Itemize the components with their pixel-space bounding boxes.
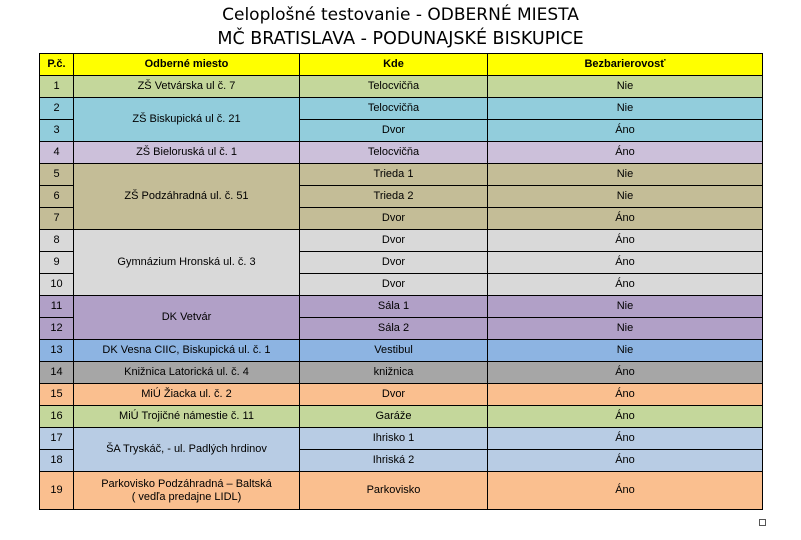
accessibility: Áno	[488, 120, 763, 142]
table-row	[40, 384, 763, 406]
accessibility: Nie	[488, 98, 763, 120]
table-row	[40, 362, 763, 384]
accessibility: Áno	[488, 428, 763, 450]
selection-handle	[759, 519, 766, 526]
site-name: ZŠ Vetvárska ul č. 7	[74, 76, 300, 98]
site-location: Parkovisko	[300, 472, 488, 510]
site-location: Telocvičňa	[300, 142, 488, 164]
accessibility: Nie	[488, 164, 763, 186]
accessibility: Áno	[488, 252, 763, 274]
page-subtitle: MČ BRATISLAVA - PODUNAJSKÉ BISKUPICE	[217, 29, 584, 49]
table-row	[40, 98, 763, 120]
header-pc: P.č.	[40, 54, 74, 76]
site-location: Dvor	[300, 274, 488, 296]
site-location: Telocvičňa	[300, 76, 488, 98]
row-number: 3	[40, 120, 74, 142]
row-number: 11	[40, 296, 74, 318]
site-location: Trieda 2	[300, 186, 488, 208]
site-location: Dvor	[300, 384, 488, 406]
table-row	[40, 76, 763, 98]
page-title: Celoplošné testovanie - ODBERNÉ MIESTA	[222, 5, 579, 25]
accessibility: Áno	[488, 406, 763, 428]
table-row	[40, 230, 763, 252]
site-location: Sála 1	[300, 296, 488, 318]
accessibility: Áno	[488, 142, 763, 164]
table-row	[40, 340, 763, 362]
accessibility: Áno	[488, 450, 763, 472]
row-number: 17	[40, 428, 74, 450]
site-location: Garáže	[300, 406, 488, 428]
row-number: 2	[40, 98, 74, 120]
accessibility: Áno	[488, 384, 763, 406]
table-row	[40, 142, 763, 164]
table-row	[40, 428, 763, 450]
row-number: 1	[40, 76, 74, 98]
site-location: Dvor	[300, 120, 488, 142]
table-row	[40, 296, 763, 318]
accessibility: Áno	[488, 362, 763, 384]
accessibility: Nie	[488, 340, 763, 362]
row-number: 5	[40, 164, 74, 186]
accessibility: Áno	[488, 208, 763, 230]
site-name: ŠA Tryskáč, - ul. Padlých hrdinov	[74, 428, 300, 472]
row-number: 8	[40, 230, 74, 252]
table-header-row	[40, 54, 763, 76]
row-number: 10	[40, 274, 74, 296]
accessibility: Nie	[488, 76, 763, 98]
table-row	[40, 472, 763, 510]
row-number: 4	[40, 142, 74, 164]
site-location: Ihriská 2	[300, 450, 488, 472]
row-number: 19	[40, 472, 74, 510]
header-odberne-miesto: Odberné miesto	[74, 54, 300, 76]
site-location: Ihrisko 1	[300, 428, 488, 450]
site-name-line1: Parkovisko Podzáhradná – Baltská	[101, 477, 272, 490]
site-location: Vestibul	[300, 340, 488, 362]
table-row	[40, 406, 763, 428]
header-bezbarierovost: Bezbarierovosť	[488, 54, 763, 76]
row-number: 15	[40, 384, 74, 406]
site-location: knižnica	[300, 362, 488, 384]
accessibility: Nie	[488, 186, 763, 208]
site-location: Dvor	[300, 230, 488, 252]
accessibility: Nie	[488, 318, 763, 340]
site-name: DK Vetvár	[74, 296, 300, 340]
row-number: 12	[40, 318, 74, 340]
site-name: Gymnázium Hronská ul. č. 3	[74, 230, 300, 296]
row-number: 16	[40, 406, 74, 428]
accessibility: Áno	[488, 274, 763, 296]
header-kde: Kde	[300, 54, 488, 76]
site-name: MiÚ Žiacka ul. č. 2	[74, 384, 300, 406]
site-location: Sála 2	[300, 318, 488, 340]
row-number: 9	[40, 252, 74, 274]
row-number: 6	[40, 186, 74, 208]
site-name: ZŠ Bieloruská ul č. 1	[74, 142, 300, 164]
row-number: 14	[40, 362, 74, 384]
site-location: Dvor	[300, 252, 488, 274]
accessibility: Áno	[488, 230, 763, 252]
site-location: Trieda 1	[300, 164, 488, 186]
accessibility: Nie	[488, 296, 763, 318]
site-name: ZŠ Podzáhradná ul. č. 51	[74, 164, 300, 230]
testing-sites-table	[39, 53, 763, 510]
row-number: 18	[40, 450, 74, 472]
row-number: 7	[40, 208, 74, 230]
site-name: Knižnica Latorická ul. č. 4	[74, 362, 300, 384]
site-location: Telocvičňa	[300, 98, 488, 120]
site-location: Dvor	[300, 208, 488, 230]
site-name-line2: ( vedľa predajne LIDL)	[131, 490, 242, 503]
site-name: DK Vesna CIIC, Biskupická ul. č. 1	[74, 340, 300, 362]
site-name	[74, 472, 300, 510]
accessibility: Áno	[488, 472, 763, 510]
table-row	[40, 164, 763, 186]
site-name: MiÚ Trojičné námestie č. 11	[74, 406, 300, 428]
site-name: ZŠ Biskupická ul č. 21	[74, 98, 300, 142]
row-number: 13	[40, 340, 74, 362]
